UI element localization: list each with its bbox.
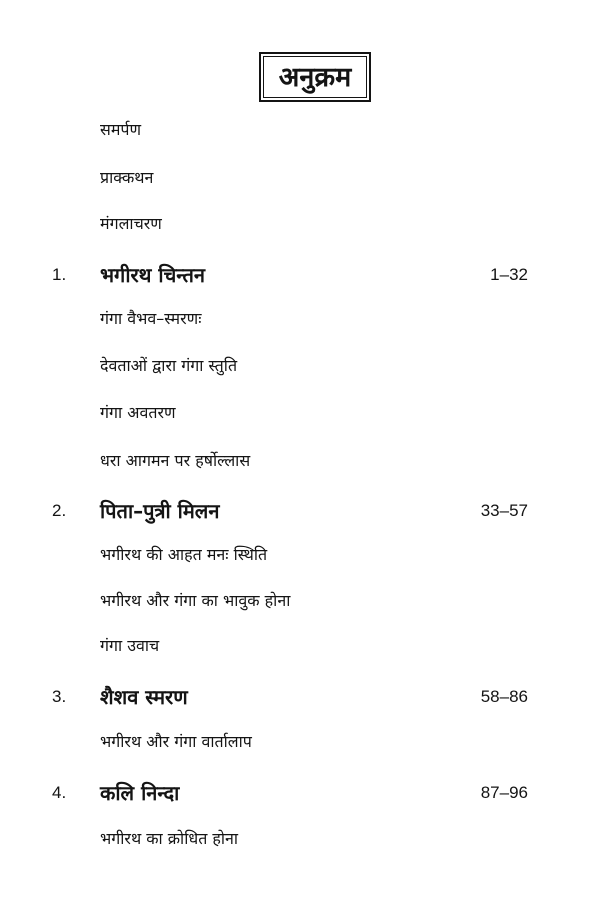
section-row	[0, 302, 600, 336]
chapter-pages: 33–57	[480, 501, 528, 520]
chapter-title: शैशव स्मरण	[100, 685, 188, 709]
section-title: गंगा अवतरण	[100, 403, 176, 422]
section-title: गंगा उवाच	[100, 636, 160, 655]
section-row	[0, 349, 600, 383]
section-row	[0, 822, 600, 856]
chapter-row	[0, 494, 600, 528]
front-matter-label: समर्पण	[100, 120, 142, 139]
section-row	[0, 396, 600, 430]
chapter-number: 4.	[52, 783, 67, 802]
section-title: गंगा वैभव–स्मरणः	[100, 309, 202, 328]
front-matter-item	[0, 207, 600, 241]
section-row	[0, 725, 600, 759]
section-title: भगीरथ का क्रोधित होना	[100, 829, 239, 848]
chapter-row	[0, 776, 600, 810]
chapter-pages: 87–96	[480, 783, 528, 802]
section-title: देवताओं द्वारा गंगा स्तुति	[100, 356, 238, 375]
chapter-number: 3.	[52, 687, 67, 706]
front-matter-label: प्राक्कथन	[100, 168, 154, 187]
chapter-number: 1.	[52, 265, 67, 284]
chapter-pages: 58–86	[480, 687, 528, 706]
chapter-row	[0, 258, 600, 292]
front-matter-item	[0, 113, 600, 147]
chapter-row	[0, 680, 600, 714]
section-title: भगीरथ और गंगा वार्तालाप	[100, 732, 252, 751]
chapter-title: भगीरथ चिन्तन	[100, 263, 205, 287]
chapter-pages: 1–32	[490, 265, 528, 284]
section-row	[0, 629, 600, 663]
front-matter-label: मंगलाचरण	[100, 214, 162, 233]
section-title: धरा आगमन पर हर्षोल्लास	[100, 451, 251, 470]
contents-heading: अनुक्रम	[278, 61, 352, 93]
chapter-number: 2.	[52, 501, 67, 520]
front-matter-item	[0, 161, 600, 195]
chapter-title: कलि निन्दा	[100, 781, 180, 805]
section-title: भगीरथ की आहत मनः स्थिति	[100, 545, 268, 564]
contents-heading-box	[259, 52, 371, 102]
section-row	[0, 538, 600, 572]
chapter-title: पिता–पुत्री मिलन	[100, 499, 220, 523]
section-title: भगीरथ और गंगा का भावुक होना	[100, 591, 291, 610]
section-row	[0, 444, 600, 478]
section-row	[0, 584, 600, 618]
